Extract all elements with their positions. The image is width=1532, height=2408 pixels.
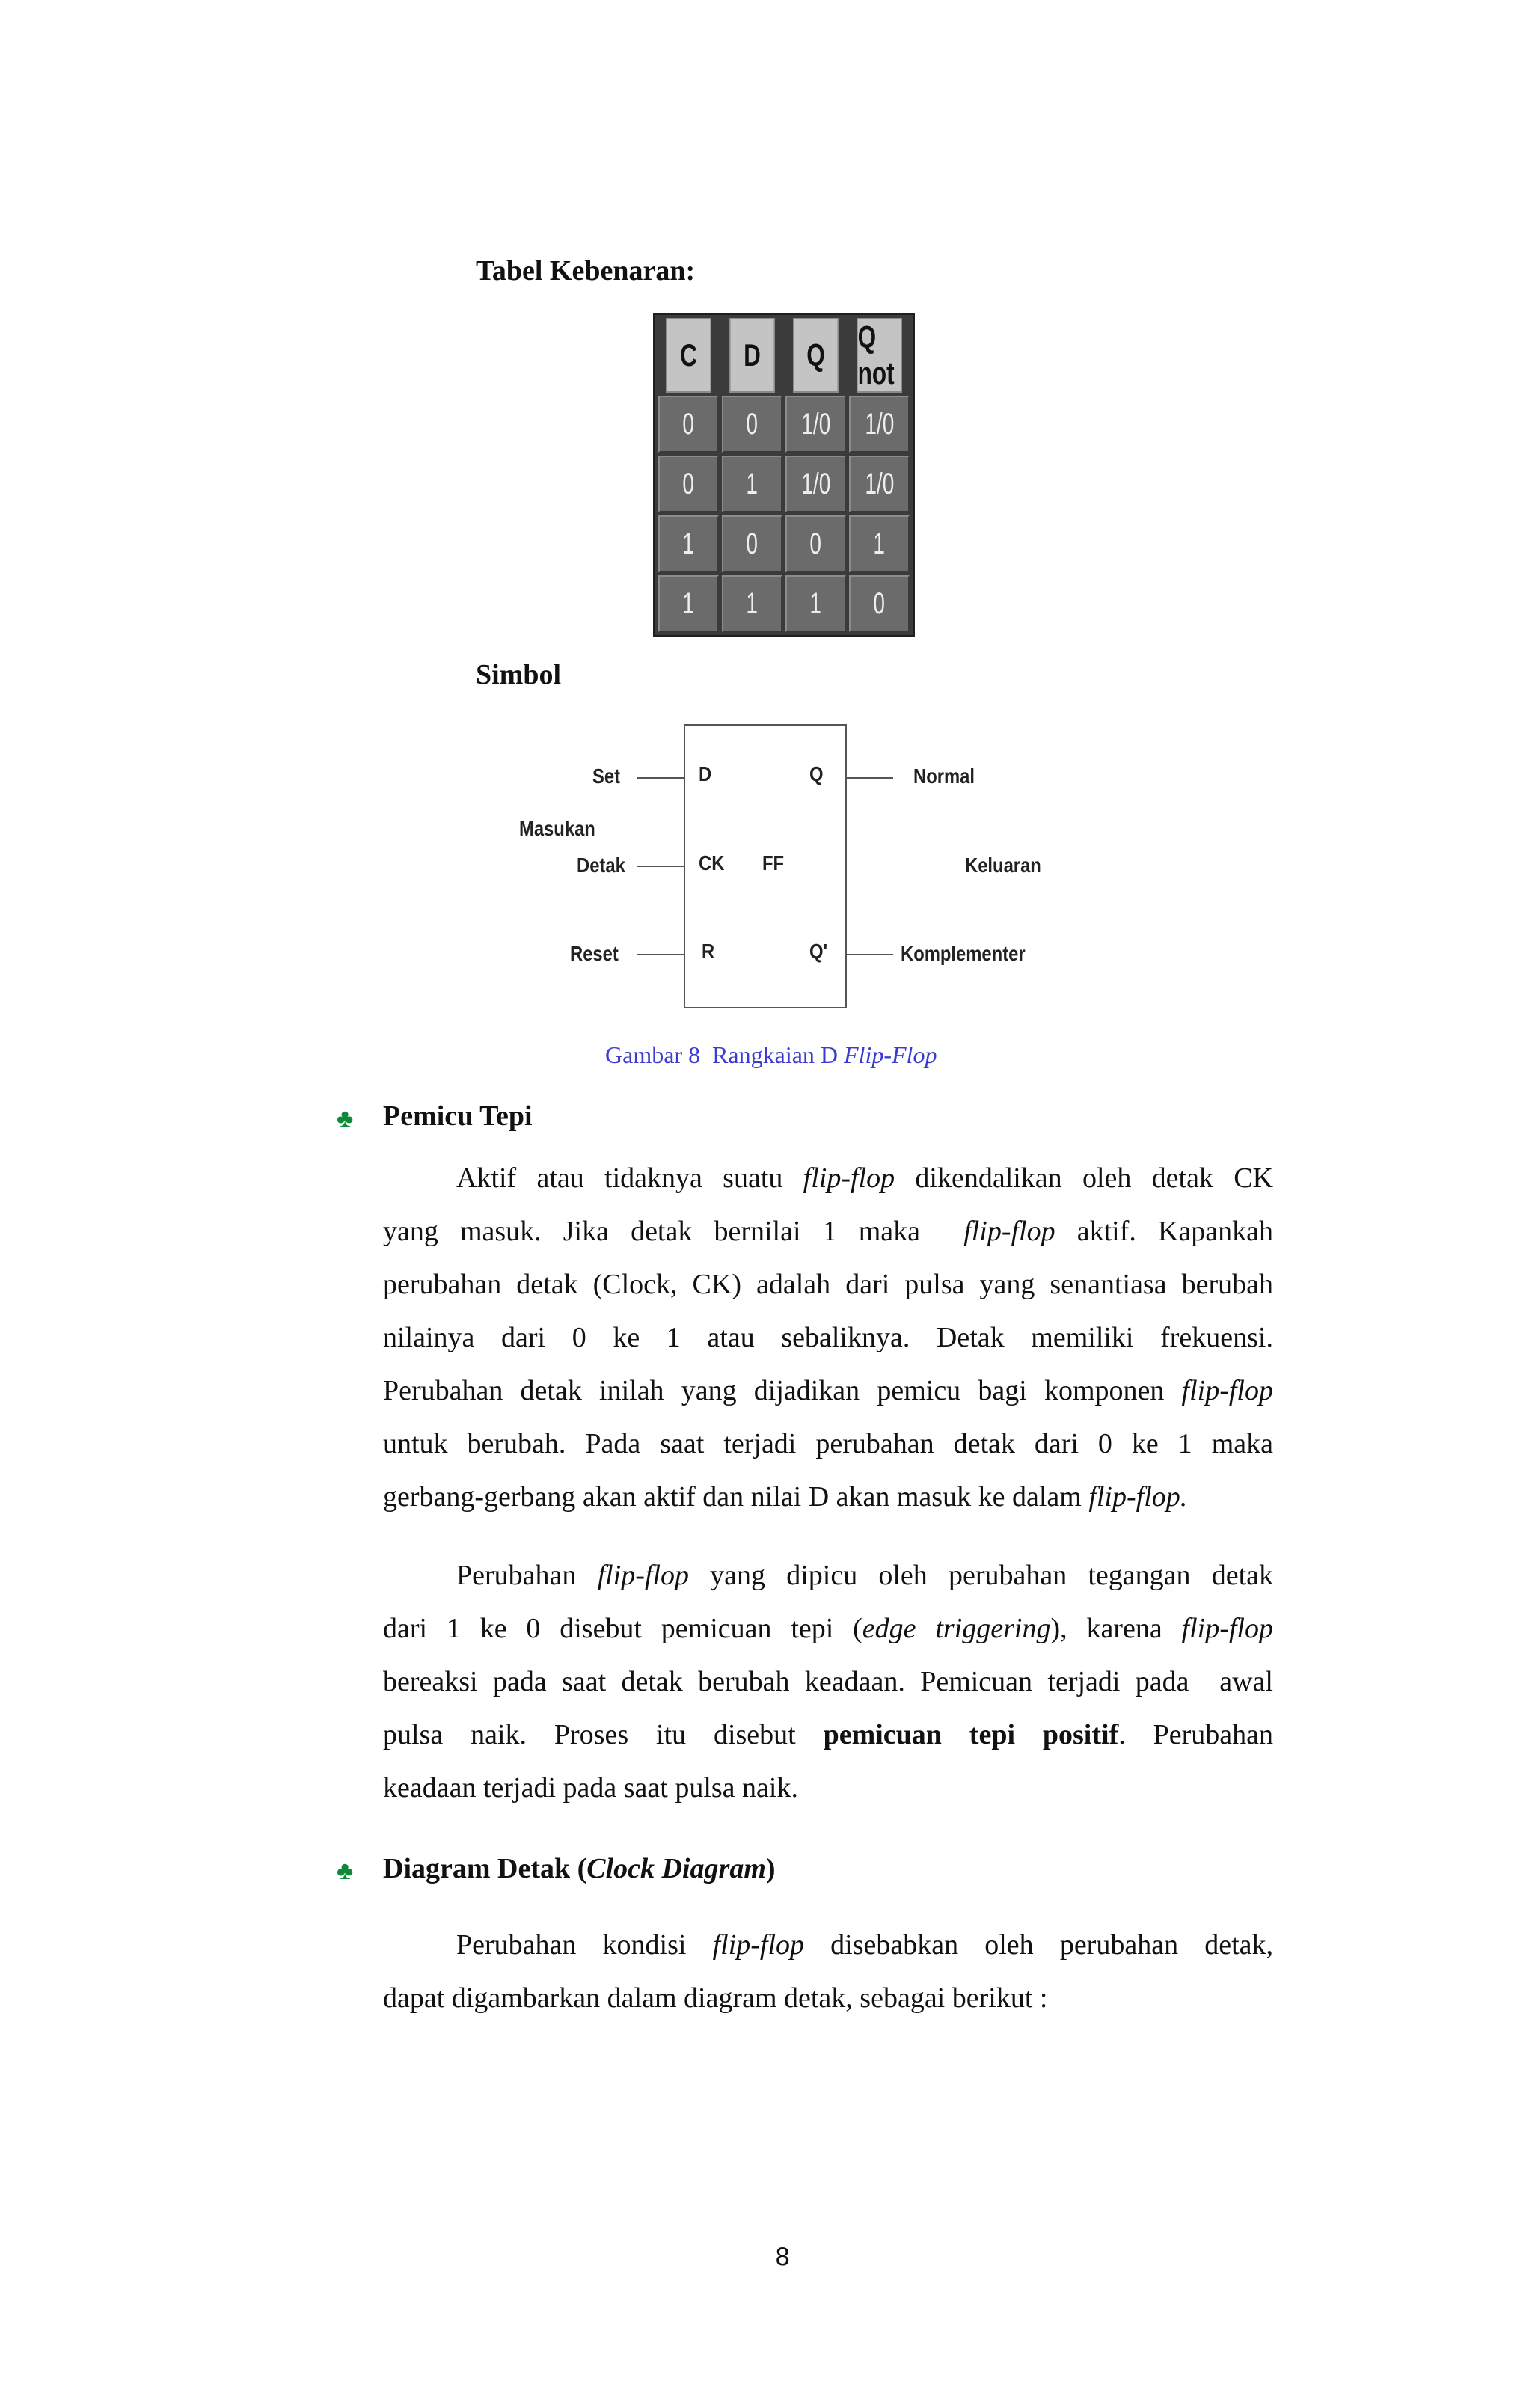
text-run: pulsa naik. Proses itu disebut xyxy=(383,1719,824,1750)
text-run: Perubahan xyxy=(456,1560,598,1591)
truth-table-cell-value: 0 xyxy=(682,407,695,441)
truth-table-cell-value: 1 xyxy=(873,527,886,560)
paragraph-line xyxy=(383,1972,1273,2025)
label-masukan: Masukan xyxy=(519,817,595,840)
pin-q: Q xyxy=(809,762,824,785)
truth-table-cell xyxy=(849,575,910,632)
truth-table-cell-value: 1/0 xyxy=(801,407,830,441)
text-run: Perubahan kondisi xyxy=(456,1929,713,1961)
truth-table-cell-value: 1 xyxy=(682,527,695,560)
label-reset: Reset xyxy=(570,942,619,965)
heading-prefix: Diagram Detak ( xyxy=(383,1853,587,1884)
truth-table-cell xyxy=(722,396,782,453)
italic-term: flip-flop xyxy=(803,1162,895,1194)
paragraph-diagram-detak xyxy=(383,1919,1273,2025)
paragraph-line xyxy=(383,1258,1273,1311)
truth-table-cell xyxy=(849,515,910,572)
paragraph-line xyxy=(383,1762,1273,1815)
truth-table-cell xyxy=(722,456,782,512)
text-run: aktif. Kapankah xyxy=(1055,1216,1273,1247)
italic-term: flip-flop xyxy=(597,1560,690,1591)
label-set: Set xyxy=(592,765,621,788)
paragraph-line xyxy=(383,1602,1273,1655)
club-bullet-icon: ♣ xyxy=(337,1105,354,1133)
label-detak: Detak xyxy=(577,854,625,877)
detak-line xyxy=(637,866,684,867)
truth-table-cell-value: 1/0 xyxy=(865,407,894,441)
section-heading-pemicu-tepi: Pemicu Tepi xyxy=(383,1100,533,1132)
truth-table-cell-value: 0 xyxy=(682,467,695,500)
truth-table-cell-value: 1 xyxy=(746,467,759,500)
truth-table-cell xyxy=(785,396,846,453)
komplementer-line xyxy=(847,954,893,955)
truth-table-cell-value: 1 xyxy=(746,586,759,620)
truth-table-cell-value: 1 xyxy=(682,586,695,620)
caption-italic: Flip-Flop xyxy=(844,1041,937,1068)
text-run: dapat digambarkan dalam diagram detak, sebagai berikut : xyxy=(383,1982,1048,2014)
truth-table-cell xyxy=(722,575,782,632)
pin-q-bar: Q' xyxy=(809,940,828,963)
truth-table-cell xyxy=(849,456,910,512)
paragraph-line xyxy=(383,1364,1273,1418)
truth-table-heading: Tabel Kebenaran: xyxy=(476,255,696,287)
text-run: ), karena xyxy=(1050,1613,1182,1644)
truth-table-header-cell: C xyxy=(666,318,711,393)
truth-table-cell xyxy=(785,456,846,512)
text-run: disebabkan oleh perubahan detak, xyxy=(804,1929,1273,1961)
label-keluaran: Keluaran xyxy=(965,854,1041,877)
paragraph-line xyxy=(383,1418,1273,1471)
bold-term: pemicuan tepi positif xyxy=(823,1719,1119,1750)
truth-table-cell-value: 1/0 xyxy=(865,467,894,500)
label-komplementer: Komplementer xyxy=(901,942,1026,965)
paragraph-line xyxy=(383,1655,1273,1709)
caption-text: Gambar 8 Rangkaian D xyxy=(605,1041,845,1068)
italic-term: flip-flop xyxy=(1181,1613,1273,1644)
italic-term: flip-flop xyxy=(712,1929,805,1961)
text-run: Aktif atau tidaknya suatu xyxy=(456,1162,803,1194)
truth-table-header-cell: Q xyxy=(793,318,839,393)
heading-italic: Clock Diagram xyxy=(586,1853,766,1884)
reset-line xyxy=(637,954,684,955)
paragraph-line xyxy=(383,1205,1273,1258)
paragraph-line xyxy=(383,1549,1273,1602)
text-run: Perubahan detak inilah yang dijadikan pemicu bagi komponen xyxy=(383,1375,1182,1406)
figure-caption xyxy=(605,1041,937,1069)
italic-term: flip-flop xyxy=(963,1216,1055,1247)
page-number: 8 xyxy=(775,2243,791,2271)
truth-table-cell-value: 0 xyxy=(809,527,822,560)
truth-table-cell xyxy=(658,575,719,632)
truth-table-cell xyxy=(658,396,719,453)
truth-table-cell-value: 1/0 xyxy=(801,467,830,500)
pin-ck: CK xyxy=(699,851,725,874)
paragraph-line xyxy=(383,1471,1273,1524)
text-run: . Perubahan xyxy=(1118,1719,1273,1750)
truth-table-cell-value: 0 xyxy=(746,407,759,441)
text-run: yang dipicu oleh perubahan tegangan detak xyxy=(689,1560,1273,1591)
pin-d: D xyxy=(699,762,712,785)
truth-table-cell-value: 0 xyxy=(746,527,759,560)
truth-table-cell-value: 1 xyxy=(809,586,822,620)
truth-table-cell xyxy=(785,515,846,572)
paragraph-line xyxy=(383,1152,1273,1205)
truth-table-cell-value: 0 xyxy=(873,586,886,620)
text-run: dari 1 ke 0 disebut pemicuan tepi ( xyxy=(383,1613,862,1644)
text-run: untuk berubah. Pada saat terjadi perubahan detak dari 0 ke 1 maka xyxy=(383,1428,1273,1459)
truth-table-header-cell: Q not xyxy=(857,318,902,393)
symbol-heading: Simbol xyxy=(476,659,562,690)
paragraph-line xyxy=(383,1709,1273,1762)
club-bullet-icon: ♣ xyxy=(337,1857,354,1885)
truth-table-cell xyxy=(849,396,910,453)
paragraph-line xyxy=(383,1311,1273,1364)
heading-suffix: ) xyxy=(765,1853,776,1884)
paragraph-pemicu-2 xyxy=(383,1549,1273,1815)
truth-table-cell xyxy=(658,515,719,572)
text-run: keadaan terjadi pada saat pulsa naik. xyxy=(383,1772,798,1804)
pin-ff: FF xyxy=(762,851,785,874)
truth-table-header-cell: D xyxy=(729,318,775,393)
text-run: gerbang-gerbang akan aktif dan nilai D akan masuk ke dalam xyxy=(383,1481,1089,1513)
label-normal: Normal xyxy=(913,765,975,788)
italic-term: flip-flop. xyxy=(1088,1481,1188,1513)
text-run: bereaksi pada saat detak berubah keadaan. Pemicuan terjadi pada awal xyxy=(383,1666,1273,1697)
text-run: perubahan detak (Clock, CK) adalah dari pulsa yang senantiasa berubah xyxy=(383,1269,1273,1300)
normal-line xyxy=(847,777,893,779)
truth-table-cell xyxy=(658,456,719,512)
set-line xyxy=(637,777,684,779)
italic-term: flip-flop xyxy=(1181,1375,1273,1406)
paragraph-pemicu-1 xyxy=(383,1152,1273,1524)
truth-table-cell xyxy=(785,575,846,632)
truth-table xyxy=(653,313,915,637)
pin-r: R xyxy=(702,940,715,963)
text-run: nilainya dari 0 ke 1 atau sebaliknya. Detak memiliki frekuensi. xyxy=(383,1322,1273,1353)
text-run: dikendalikan oleh detak CK xyxy=(895,1162,1273,1194)
text-run: yang masuk. Jika detak bernilai 1 maka xyxy=(383,1216,964,1247)
paragraph-line xyxy=(383,1919,1273,1972)
section-heading-diagram-detak xyxy=(383,1852,776,1885)
truth-table-cell xyxy=(722,515,782,572)
italic-term: edge triggering xyxy=(862,1613,1051,1644)
